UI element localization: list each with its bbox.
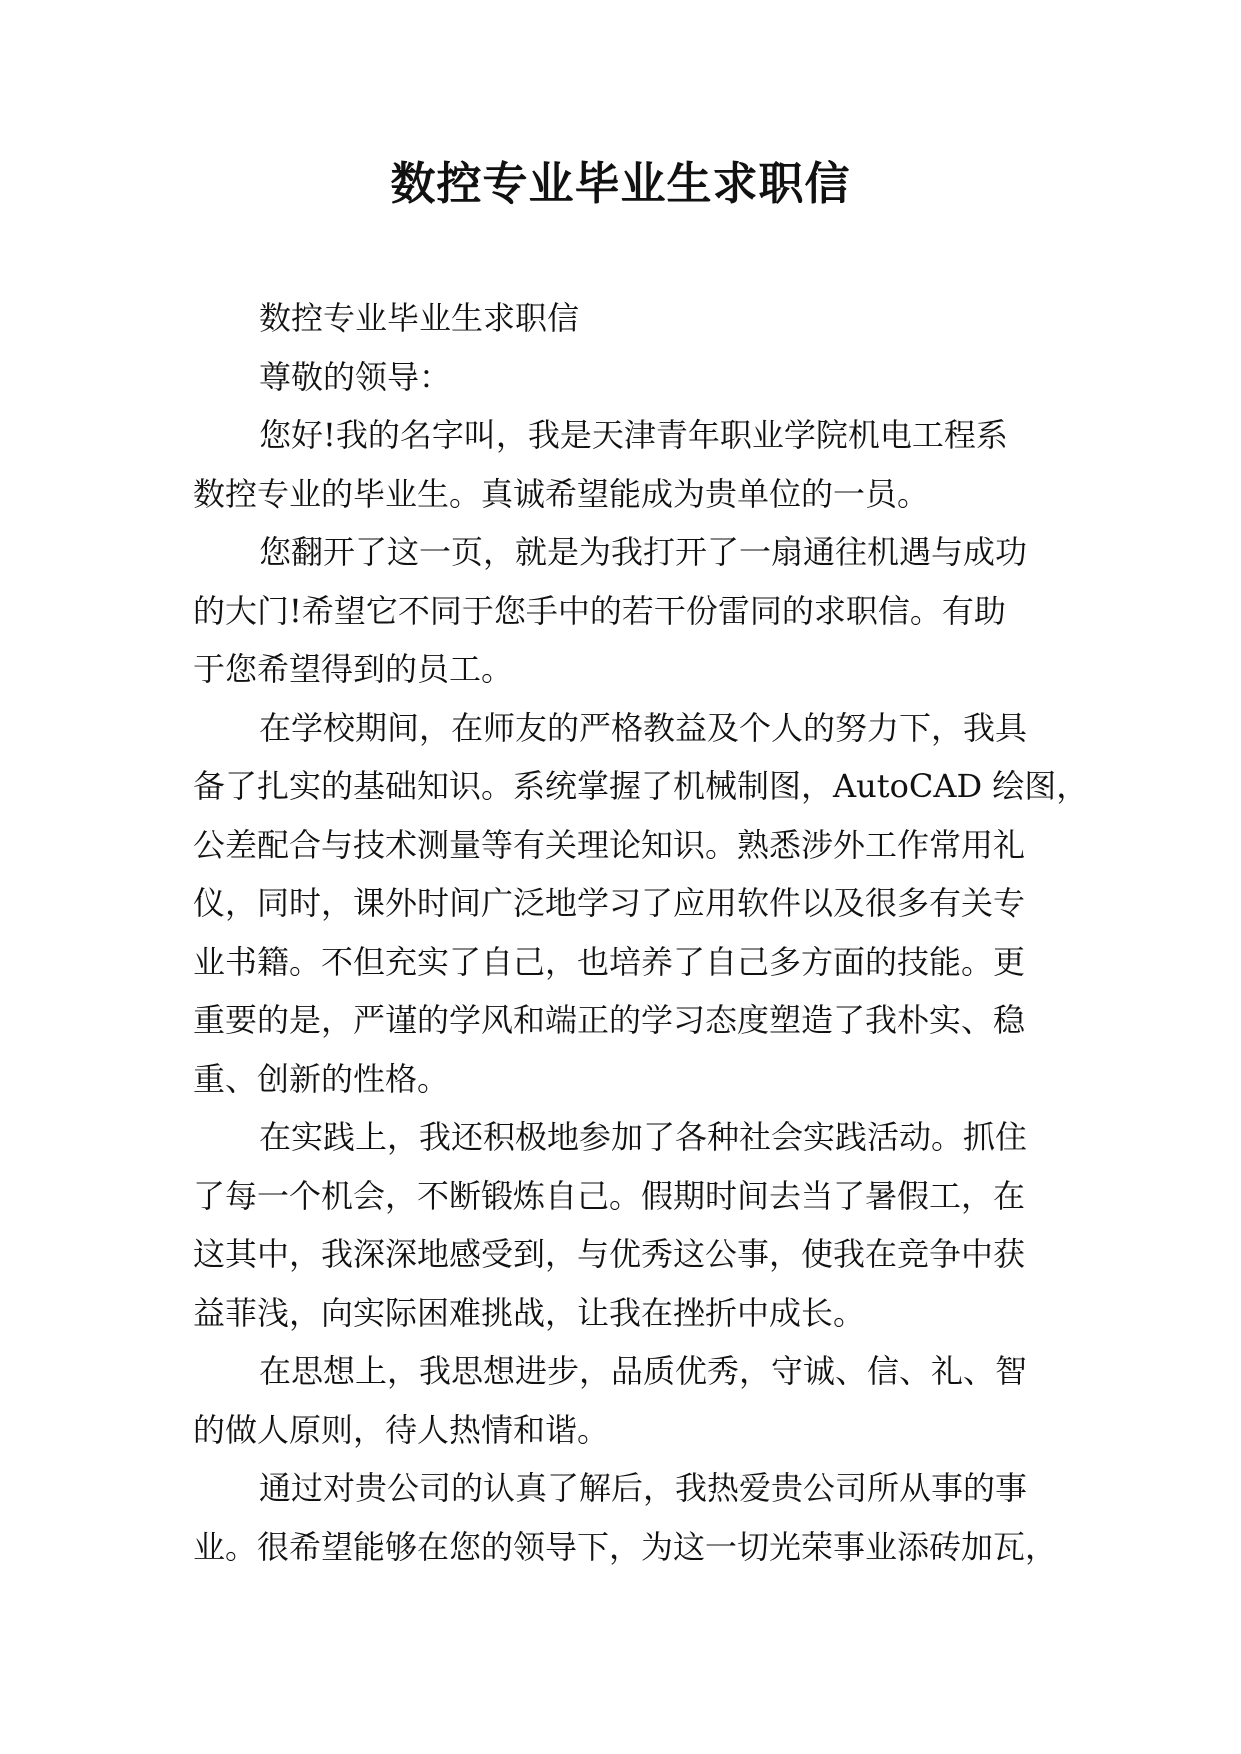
paragraph-salutation [193, 348, 1059, 407]
document-body [193, 289, 1089, 1576]
paragraph-education [193, 699, 1089, 1109]
paragraph-line: 业书籍。不但充实了自己，也培养了自己多方面的技能。更 [193, 942, 1026, 981]
paragraph-practice [193, 1108, 1059, 1342]
paragraph-introduction [193, 406, 1059, 523]
paragraph-line: 益菲浅，向实际困难挑战，让我在挫折中成长。 [193, 1293, 866, 1332]
paragraph-heading-repeat [193, 289, 1059, 348]
paragraph-line: 数控专业毕业生求职信 [259, 299, 580, 337]
paragraph-line: 您好!我的名字叫，我是天津青年职业学院机电工程系 [259, 416, 1008, 454]
paragraph-line: 仪，同时，课外时间广泛地学习了应用软件以及很多有关专 [193, 884, 1026, 922]
paragraph-line: 在实践上，我还积极地参加了各种社会实践活动。抓住 [259, 1118, 1028, 1156]
paragraph-character [193, 1342, 1059, 1459]
paragraph-line: 公差配合与技术测量等有关理论知识。熟悉涉外工作常用礼 [193, 825, 1026, 864]
paragraph-line: 通过对贵公司的认真了解后，我热爱贵公司所从事的事 [259, 1469, 1028, 1507]
paragraph-line: 重要的是，严谨的学风和端正的学习态度塑造了我朴实、稳 [193, 1001, 1026, 1039]
paragraph-line: 了每一个机会，不断锻炼自己。假期时间去当了暑假工，在 [193, 1176, 1026, 1215]
paragraph-line: 数控专业的毕业生。真诚希望能成为贵单位的一员。 [193, 474, 930, 513]
paragraph-line: 在思想上，我思想进步，品质优秀，守诚、信、礼、智 [259, 1352, 1028, 1390]
paragraph-line: 的大门!希望它不同于您手中的若干份雷同的求职信。有助 [193, 591, 1006, 630]
paragraph-line: 尊敬的领导： [259, 357, 452, 396]
paragraph-opening [193, 523, 1059, 699]
paragraph-line: 备了扎实的基础知识。系统掌握了机械制图，AutoCAD 绘图， [193, 767, 1089, 805]
paragraph-line: 在学校期间，在师友的严格教益及个人的努力下，我具 [259, 708, 1028, 747]
paragraph-closing [193, 1459, 1059, 1576]
paragraph-line: 您翻开了这一页，就是为我打开了一扇通往机遇与成功 [259, 533, 1028, 571]
paragraph-line: 的做人原则，待人热情和谐。 [193, 1410, 610, 1449]
document-title: 数控专业毕业生求职信 [390, 157, 851, 210]
paragraph-line: 这其中，我深深地感受到，与优秀这公事，使我在竞争中获 [193, 1235, 1026, 1273]
paragraph-line: 业。很希望能够在您的领导下，为这一切光荣事业添砖加瓦， [193, 1527, 1058, 1566]
paragraph-line: 于您希望得到的员工。 [193, 650, 514, 688]
paragraph-line: 重、创新的性格。 [193, 1059, 450, 1098]
